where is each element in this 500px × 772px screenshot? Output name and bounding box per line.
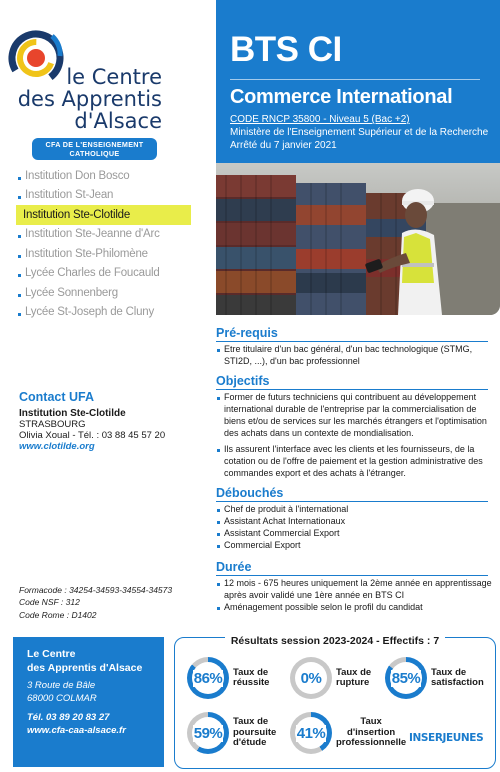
stat-label-line: rupture (336, 677, 370, 688)
bullet-icon (18, 196, 21, 199)
stat-label (336, 717, 406, 748)
container-port-image (216, 163, 500, 315)
contact-ufa (19, 390, 209, 452)
page-subtitle: Commerce International (230, 86, 453, 108)
address-street: 3 Route de Bâle (27, 680, 96, 692)
section-prerequis (216, 326, 496, 368)
list-item: Chef de produit à l'international (216, 504, 496, 516)
list-item: 12 mois - 675 heures uniquement la 2ème année en apprentissage après avoir validé une 1ère année en BTS CI (216, 578, 496, 602)
progress-ring (385, 657, 427, 699)
inserjeunes-wordmark: INSERJEUNES (409, 732, 484, 744)
logo-line-1: le Centre (66, 65, 162, 89)
address-name-1: Le Centre (27, 648, 76, 660)
address-box (13, 637, 164, 767)
logo-line-2: des Apprentis (17, 87, 162, 112)
institution-item-active (16, 205, 191, 225)
stat-label-line: satisfaction (431, 677, 484, 688)
stat-label-line: d'insertion (347, 726, 396, 738)
institution-item (18, 264, 198, 284)
rncp-code: CODE RNCP 35800 - Niveau 5 (Bac +2) (230, 114, 410, 125)
header-divider (230, 79, 480, 80)
address-web-link[interactable]: www.cfa-caa-alsace.fr (27, 724, 126, 736)
section-title: Débouchés (216, 486, 284, 500)
contact-person: Olivia Xoual - Tél. : 03 88 45 57 20 (19, 430, 166, 441)
institution-label: Institution Don Bosco (25, 169, 130, 182)
institution-list (18, 166, 198, 322)
list-item: Aménagement possible selon le profil du candidat (216, 602, 496, 614)
bullet-icon (18, 313, 21, 316)
institution-label: Institution Ste-Jeanne d'Arc (25, 228, 160, 241)
formacode: Formacode : 34254-34593-34554-34573 (19, 585, 173, 595)
hero-photo (216, 163, 500, 315)
institution-label: Lycée Sonnenberg (25, 286, 118, 299)
address-phone: Tél. 03 89 20 83 27 (27, 712, 110, 724)
stat-value: 41% (296, 724, 326, 742)
stat-label-line: Taux de (336, 666, 372, 678)
address-city: 68000 COLMAR (27, 692, 97, 704)
stat-value: 86% (193, 669, 223, 687)
logo-wordmark (2, 66, 162, 132)
section-divider (216, 501, 488, 502)
contact-name: Institution Ste-Clotilde (19, 408, 126, 419)
stat-label (336, 668, 371, 689)
list-item: Former de futurs techniciens qui contribuent au développement international durable de l'entreprise par la commercialisation de biens et/ou de services sur les marchés étrangers et l'optimisation des achats dans un contexte de mondialisation. (216, 392, 496, 440)
institution-item (18, 244, 198, 264)
stat-label-line: d'étude (233, 737, 267, 749)
institution-label: Institution St-Jean (25, 189, 114, 202)
results-title-wrap (175, 631, 495, 649)
results-title: Résultats session 2023-2024 - Effectifs : 7 (225, 635, 445, 647)
section-duree (216, 560, 496, 614)
stat-label-line: Taux de (233, 716, 269, 728)
stat-label (431, 668, 484, 689)
ministry-text: Ministère de l'Enseignement Supérieur et de la Recherche (230, 127, 489, 138)
stat-label-line: réussite (233, 677, 270, 688)
section-divider (216, 341, 488, 342)
code-rome: Code Rome : D1402 (19, 609, 97, 620)
contact-title: Contact UFA (19, 390, 94, 404)
section-title: Pré-requis (216, 326, 278, 340)
list-item: Ils assurent l'interface avec les clients et les fournisseurs, de la cotation ou de l'offre de paiement et la gestion administrative des commandes export et des achats à l'étranger. (216, 444, 496, 480)
institution-item (18, 186, 198, 206)
institution-label: Lycée Charles de Foucauld (25, 267, 160, 280)
code-nsf: Code NSF : 312 (19, 597, 80, 608)
list-item: Assistant Commercial Export (216, 528, 496, 540)
codes-block (19, 584, 172, 621)
bullet-icon (18, 177, 21, 180)
stat-poursuite (187, 712, 276, 754)
stat-label-line: Taux de (431, 666, 467, 678)
stat-insertion (290, 712, 406, 754)
institution-label: Institution Ste-Clotilde (23, 208, 131, 221)
section-divider (216, 575, 488, 576)
stat-label-line: professionnelle (336, 737, 407, 749)
badge-line-2: CATHOLIQUE (69, 149, 120, 158)
badge-line-1: CFA DE L'ENSEIGNEMENT (45, 140, 144, 149)
cfa-logo (2, 8, 212, 158)
inserjeunes-logo (409, 726, 484, 746)
logo-line-3: d'Alsace (74, 109, 162, 134)
list-item: Commercial Export (216, 540, 496, 552)
section-objectifs (216, 374, 496, 480)
section-title: Durée (216, 560, 252, 574)
section-divider (216, 389, 488, 390)
bullet-icon (18, 274, 21, 277)
stat-rupture (290, 657, 371, 699)
institution-label: Institution Ste-Philomène (25, 247, 148, 260)
progress-ring (290, 657, 332, 699)
stat-label-line: poursuite (233, 726, 277, 738)
progress-ring (187, 712, 229, 754)
institution-item (18, 303, 198, 323)
section-debouches (216, 486, 496, 552)
institution-item (18, 283, 198, 303)
address-name-2: des Apprentis d'Alsace (27, 662, 143, 675)
cfa-badge (32, 138, 157, 160)
institution-item (18, 166, 198, 186)
stat-label (233, 717, 276, 748)
stat-label-line: Taux de (233, 666, 269, 678)
progress-ring (290, 712, 332, 754)
stat-value: 85% (391, 669, 421, 687)
decree-text: Arrêté du 7 janvier 2021 (230, 140, 337, 151)
contact-web-link[interactable]: www.clotilde.org (19, 441, 95, 452)
bullet-icon (18, 235, 21, 238)
list-item: Assistant Achat Internationaux (216, 516, 496, 528)
stat-reussite (187, 657, 269, 699)
contact-city: STRASBOURG (19, 419, 86, 430)
stat-satisfaction (385, 657, 484, 699)
stat-value: 0% (300, 669, 322, 687)
section-title: Objectifs (216, 374, 270, 388)
stat-label-line: Taux (360, 716, 382, 728)
bullet-icon (18, 255, 21, 258)
institution-item (18, 225, 198, 245)
header-panel (216, 0, 500, 163)
institution-label: Lycée St-Joseph de Cluny (25, 306, 155, 319)
stat-label (233, 668, 269, 689)
bullet-icon (18, 294, 21, 297)
progress-ring (187, 657, 229, 699)
stat-value: 59% (193, 724, 223, 742)
page-title: BTS CI (230, 30, 342, 69)
list-item: Etre titulaire d'un bac général, d'un bac technologique (STMG, STI2D, ...), d'un bac professionnel (216, 344, 496, 368)
